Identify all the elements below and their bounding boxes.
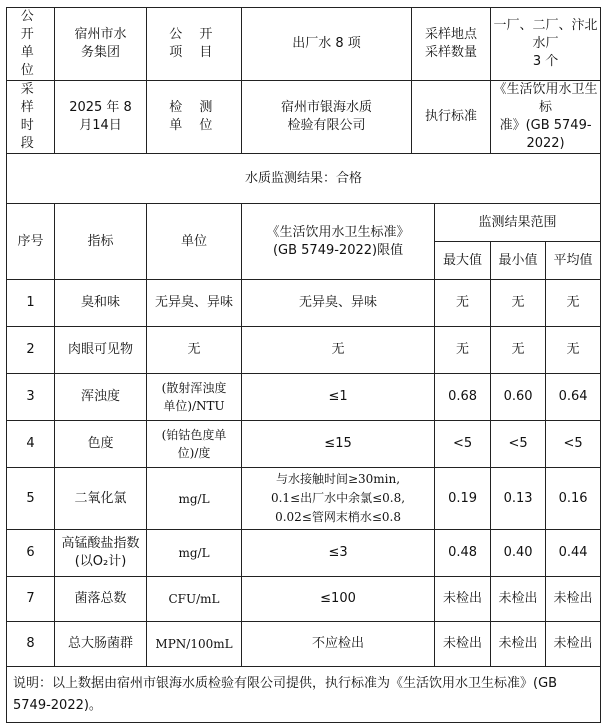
col-index-header: 序号 [7,204,55,280]
table-row [7,374,601,421]
row-avg: 无 [546,327,601,374]
row-unit: 无 [147,327,242,374]
row-indicator: 浑浊度 [55,374,147,421]
row-min: 0.13 [491,468,546,530]
row-limit: 不应检出 [242,622,435,667]
row-index: 5 [7,468,55,530]
row-avg: 0.64 [546,374,601,421]
row-indicator: 菌落总数 [55,577,147,622]
publish-item-label: 公 开 项 目 [147,8,242,81]
row-indicator: 高锰酸盐指数 (以O₂计) [55,530,147,577]
row-avg: 未检出 [546,622,601,667]
row-min: 无 [491,327,546,374]
row-unit: (散射浑浊度 单位)/NTU [147,374,242,421]
sampling-value: 一厂、二厂、汴北水厂 3 个 [491,8,601,81]
col-avg-header: 平均值 [546,242,601,280]
test-unit-value: 宿州市银海水质 检验有限公司 [242,81,412,154]
table-row [7,421,601,468]
result-row [7,154,601,204]
row-min: 无 [491,280,546,327]
publish-item-value: 出厂水 8 项 [242,8,412,81]
footnote: 说明：以上数据由宿州市银海水质检验有限公司提供，执行标准为《生活饮用水卫生标准》(GB 5749-2022)。 [7,667,601,723]
row-index: 7 [7,577,55,622]
row-avg: 0.44 [546,530,601,577]
row-unit: MPN/100mL [147,622,242,667]
test-unit-label: 检 测 单 位 [147,81,242,154]
standard-value: 《生活饮用水卫生标 准》(GB 5749-2022) [491,81,601,154]
row-index: 3 [7,374,55,421]
row-min: 0.60 [491,374,546,421]
row-indicator: 臭和味 [55,280,147,327]
sampling-period-value: 2025 年 8 月14日 [55,81,147,154]
row-min: 0.40 [491,530,546,577]
row-min: 未检出 [491,577,546,622]
row-limit: ≤1 [242,374,435,421]
water-quality-report [6,7,600,723]
row-limit: 无 [242,327,435,374]
row-limit: ≤15 [242,421,435,468]
publish-unit-value: 宿州市水 务集团 [55,8,147,81]
table-row [7,327,601,374]
row-unit: mg/L [147,468,242,530]
table-row [7,280,601,327]
row-index: 2 [7,327,55,374]
row-index: 1 [7,280,55,327]
row-max: 0.68 [435,374,491,421]
row-min: <5 [491,421,546,468]
row-avg: 无 [546,280,601,327]
row-avg: 未检出 [546,577,601,622]
row-indicator: 肉眼可见物 [55,327,147,374]
col-range-header: 监测结果范围 [435,204,601,242]
col-max-header: 最大值 [435,242,491,280]
row-index: 4 [7,421,55,468]
header-row-1 [7,8,601,81]
row-unit: mg/L [147,530,242,577]
row-max: 无 [435,327,491,374]
table-row [7,622,601,667]
row-avg: <5 [546,421,601,468]
sampling-period-label: 采 样 时 段 [7,81,55,154]
row-indicator: 总大肠菌群 [55,622,147,667]
publish-unit-label: 公 开 单 位 [7,8,55,81]
row-limit: 与水接触时间≥30min, 0.1≤出厂水中余氯≤0.8, 0.02≤管网末梢水≤0.8 [242,468,435,530]
header-row-2 [7,81,601,154]
report-table [6,7,601,723]
sampling-label: 采样地点 采样数量 [412,8,491,81]
row-max: 0.48 [435,530,491,577]
overall-result: 水质监测结果：合格 [7,154,601,204]
row-max: 无 [435,280,491,327]
row-index: 6 [7,530,55,577]
col-indicator-header: 指标 [55,204,147,280]
row-max: 未检出 [435,577,491,622]
standard-label: 执行标准 [412,81,491,154]
row-unit: (铂钴色度单 位)/度 [147,421,242,468]
row-unit: CFU/mL [147,577,242,622]
row-max: <5 [435,421,491,468]
col-unit-header: 单位 [147,204,242,280]
col-limit-header: 《生活饮用水卫生标准》 (GB 5749-2022)限值 [242,204,435,280]
row-min: 未检出 [491,622,546,667]
row-index: 8 [7,622,55,667]
row-limit: 无异臭、异味 [242,280,435,327]
table-row [7,530,601,577]
table-row [7,577,601,622]
row-indicator: 二氧化氯 [55,468,147,530]
row-limit: ≤100 [242,577,435,622]
col-min-header: 最小值 [491,242,546,280]
row-max: 0.19 [435,468,491,530]
row-indicator: 色度 [55,421,147,468]
column-header-row-1 [7,204,601,242]
note-row [7,667,601,723]
row-unit: 无异臭、异味 [147,280,242,327]
row-avg: 0.16 [546,468,601,530]
row-limit: ≤3 [242,530,435,577]
table-row [7,468,601,530]
row-max: 未检出 [435,622,491,667]
